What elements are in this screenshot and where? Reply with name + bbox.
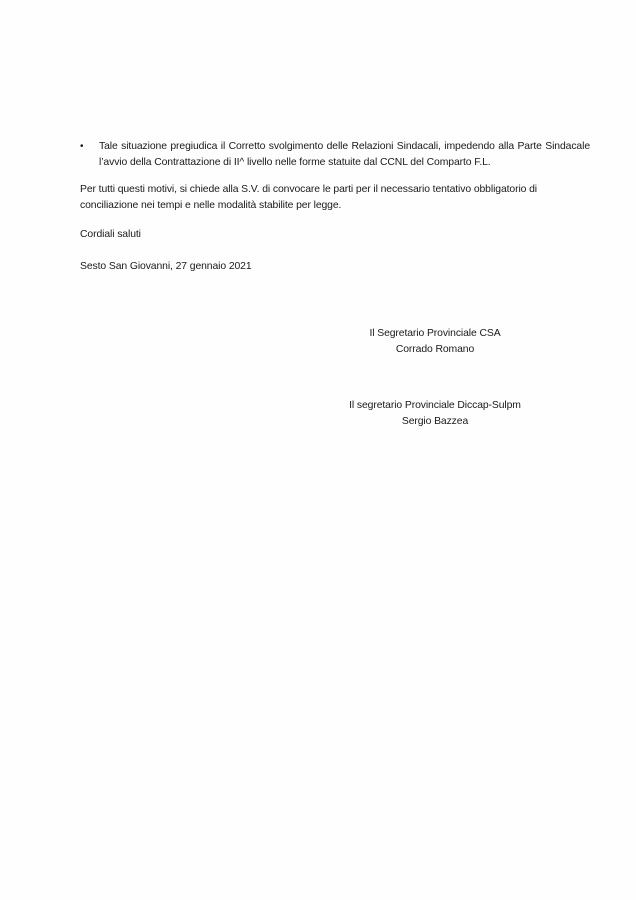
bullet-icon: • [80, 141, 84, 152]
signature-name: Corrado Romano [395, 344, 475, 355]
signature-name: Sergio Bazzea [401, 416, 469, 427]
bullet-item [80, 139, 590, 171]
request-paragraph: Per tutti questi motivi, si chiede alla S.V. di convocare le parti per il necessario tentativo obbligatorio di conciliazione nei tempi e nelle modalità stabilite per legge. [80, 184, 538, 211]
closing-greeting: Cordiali saluti [80, 229, 141, 240]
signature-title: Il segretario Provinciale Diccap-Sulpm [349, 400, 521, 411]
signature-block-csa [335, 326, 535, 358]
place-and-date: Sesto San Giovanni, 27 gennaio 2021 [80, 261, 252, 272]
bullet-list [80, 139, 590, 171]
bullet-item-text: Tale situazione pregiudica il Corretto svolgimento delle Relazioni Sindacali, impedendo alla Parte Sindacale l’avvio della Contrattazione di II^ livello nelle forme statuite dal CCNL del Comparto F.L. [99, 141, 590, 168]
signature-title: Il Segretario Provinciale CSA [369, 328, 501, 339]
signature-block-diccap [325, 398, 545, 430]
